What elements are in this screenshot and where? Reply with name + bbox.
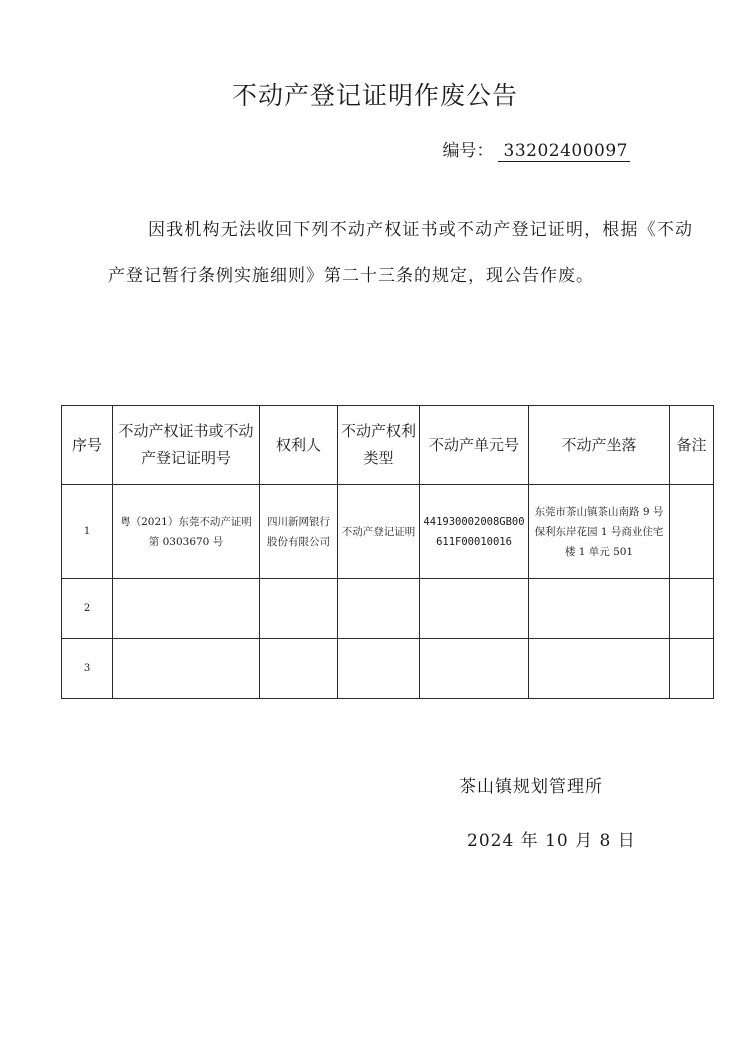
unit-no-cell [420,579,529,639]
document-number-value: 33202400097 [498,141,630,162]
header-holder: 权利人 [260,406,338,485]
remark-cell [670,485,714,579]
remark-cell [670,639,714,699]
location-cell [529,639,670,699]
row-index: 3 [62,639,113,699]
header-remark: 备注 [670,406,714,485]
page-title: 不动产登记证明作废公告 [231,81,518,110]
document-number [443,136,630,162]
holder-cell [260,579,338,639]
issue-date: 2024 年 10 月 8 日 [467,831,636,851]
right-type-cell: 不动产登记证明 [338,485,420,579]
row-index: 1 [62,485,113,579]
issuing-organization: 茶山镇规划管理所 [459,777,603,797]
document-number-label: 编号： [442,141,494,161]
location-cell: 东莞市茶山镇茶山南路 9 号保利东岸花园 1 号商业住宅楼 1 单元 501 [529,485,670,579]
right-type-cell [338,639,420,699]
row-index: 2 [62,579,113,639]
header-cert-no: 不动产权证书或不动产登记证明号 [113,406,260,485]
table-header-row [62,406,714,485]
void-certificate-table [61,405,714,699]
cert-no-cell: 粤（2021）东莞不动产证明第 0303670 号 [113,485,260,579]
holder-cell [260,639,338,699]
header-index: 序号 [62,406,113,485]
header-unit-no: 不动产单元号 [420,406,529,485]
table-row [62,579,714,639]
remark-cell [670,579,714,639]
location-cell [529,579,670,639]
header-right-type: 不动产权利类型 [338,406,420,485]
holder-cell: 四川新网银行股份有限公司 [260,485,338,579]
cert-no-cell [113,639,260,699]
table-row [62,485,714,579]
right-type-cell [338,579,420,639]
unit-no-cell [420,639,529,699]
announcement-paragraph: 因我机构无法收回下列不动产权证书或不动产登记证明，根据《不动产登记暂行条例实施细则》第二十三条的规定，现公告作废。 [108,220,693,286]
header-location: 不动产坐落 [529,406,670,485]
unit-no-cell: 441930002008GB00611F00010016 [420,485,529,579]
table-row [62,639,714,699]
cert-no-cell [113,579,260,639]
